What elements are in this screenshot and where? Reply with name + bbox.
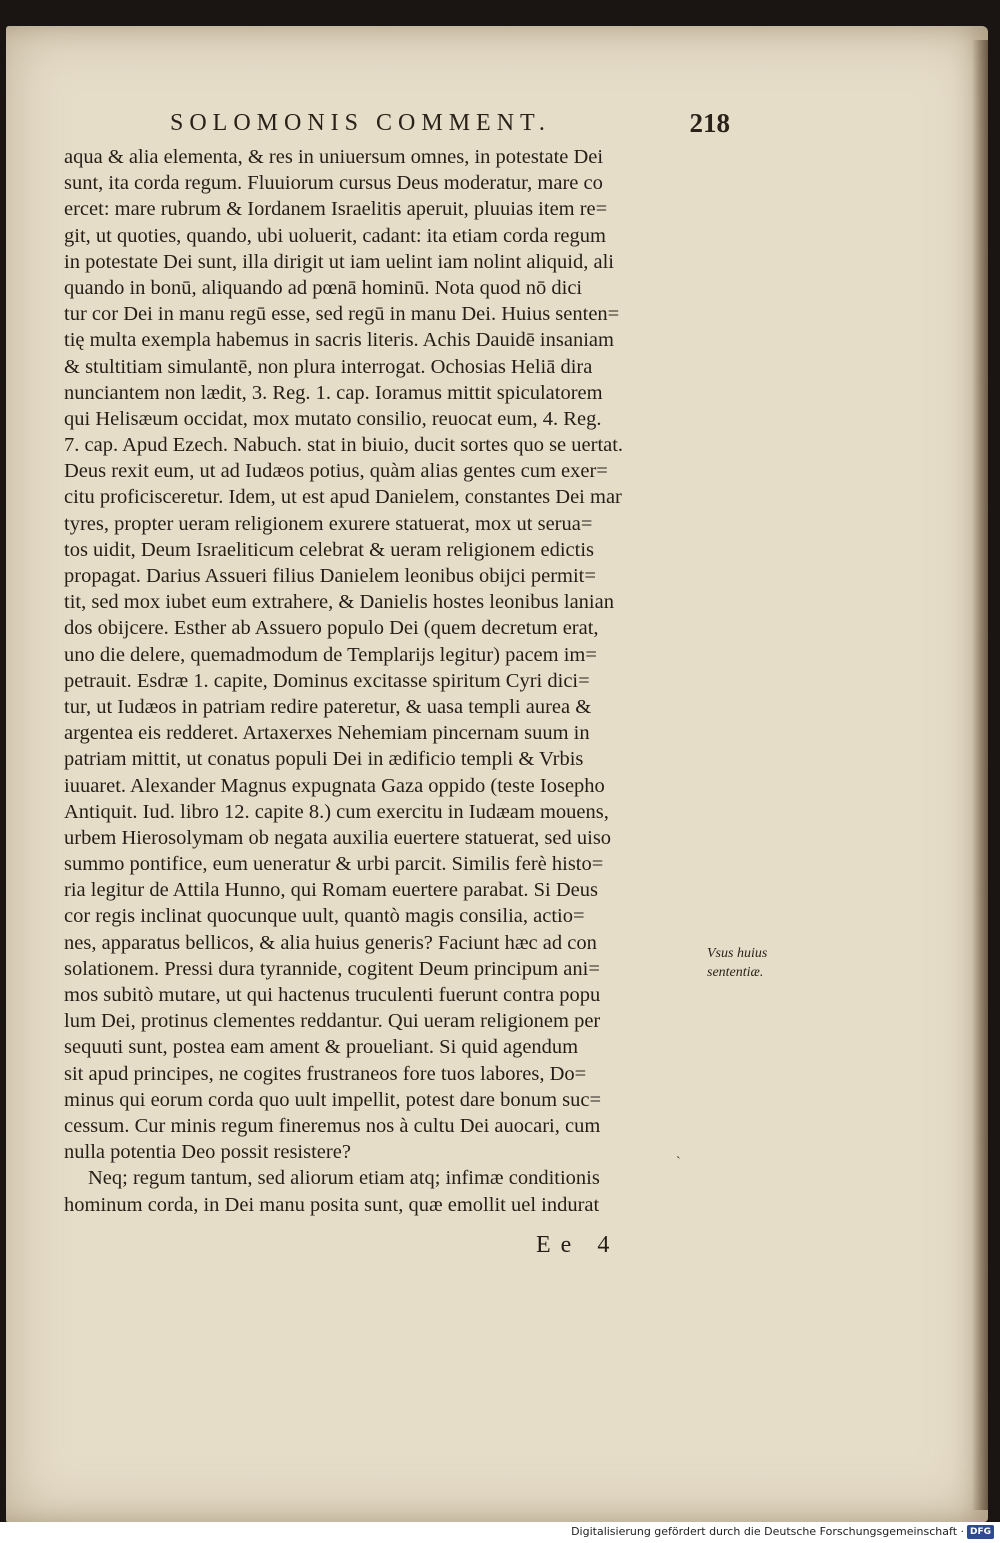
text-line: summo pontifice, eum ueneratur & urbi parcit. Similis ferè histo= — [64, 853, 604, 876]
text-line: Antiquit. Iud. libro 12. capite 8.) cum exercitu in Iudæam mouens, — [64, 800, 609, 823]
text-line: hominum corda, in Dei manu posita sunt, quæ emollit uel indurat — [64, 1193, 600, 1216]
signature-mark: Ee 4 — [536, 1232, 620, 1258]
text-line: solationem. Pressi dura tyrannide, cogitent Deum principum ani= — [64, 957, 600, 980]
marginal-note-line-2: sententiæ. — [707, 965, 764, 980]
text-line: tos uidit, Deum Israeliticum celebrat & ueram religionem edictis — [64, 538, 594, 561]
text-line: qui Helisæum occidat, mox mutato consilio, reuocat eum, 4. Reg. — [64, 407, 602, 430]
text-line: in potestate Dei sunt, illa dirigit ut iam uelint iam nolint aliquid, ali — [64, 250, 614, 273]
text-line: cor regis inclinat quocunque uult, quantò magis consilia, actio= — [64, 905, 585, 928]
text-line: 7. cap. Apud Ezech. Nabuch. stat in biuio, ducit sortes quo se uertat. — [64, 434, 624, 457]
text-line: git, ut quoties, quando, ubi uoluerit, cadant: ita etiam corda regum — [64, 224, 606, 247]
text-line: cessum. Cur minis regum fineremus nos à cultu Dei auocari, cum — [64, 1114, 601, 1137]
dfg-logo-icon: DFG — [967, 1525, 994, 1539]
text-line: sit apud principes, ne cogites frustraneos fore tuos labores, Do= — [64, 1062, 587, 1085]
text-line: ercet: mare rubrum & Iordanem Israelitis aperuit, pluuias item re= — [64, 198, 608, 221]
marginal-note-line-1: Vsus huius — [707, 946, 768, 961]
text-line: propagat. Darius Assueri filius Danielem leonibus obijci permit= — [64, 565, 596, 587]
text-line: tur, ut Iudæos in patriam redire pateretur, & uasa templi aurea & — [64, 695, 592, 718]
text-line: nunciantem non lædit, 3. Reg. 1. cap. Ioramus mittit spiculatorem — [64, 381, 603, 404]
running-title: SOLOMONIS COMMENT. — [170, 110, 551, 136]
text-line: Neq; regum tantum, sed aliorum etiam atq; infimæ conditionis — [88, 1167, 600, 1190]
text-line: ria legitur de Attila Hunno, qui Romam euertere parabat. Si Deus — [64, 879, 598, 902]
marginal-note — [707, 944, 797, 982]
footer-bar — [0, 1522, 1000, 1543]
page-edge-shadow — [972, 40, 988, 1510]
text-line: sequuti sunt, postea eam ament & proueliant. Si quid agendum — [64, 1036, 579, 1059]
text-line: nulla potentia Deo possit resistere? — [64, 1141, 351, 1164]
text-line: argentea eis redderet. Artaxerxes Nehemiam pincernam suum in — [64, 722, 590, 745]
text-line: tit, sed mox iubet eum extrahere, & Danielis hostes leonibus lanian — [64, 591, 614, 614]
text-line: petrauit. Esdræ 1. capite, Dominus excitasse spiritum Cyri dici= — [64, 669, 590, 692]
text-line: iuuaret. Alexander Magnus expugnata Gaza oppido (teste Iosepho — [64, 774, 605, 797]
text-line: mos subitò mutare, ut qui hactenus truculenti fuerunt contra popu — [64, 984, 601, 1006]
text-line: aqua & alia elementa, & res in uniuersum omnes, in potestate Dei — [64, 146, 604, 168]
body-text — [64, 144, 704, 1218]
text-line: patriam mittit, ut conatus populi Dei in ædificio templi & Vrbis — [64, 748, 584, 771]
text-line: lum Dei, protinus clementes reddantur. Qui ueram religionem per — [64, 1010, 601, 1033]
text-line: urbem Hierosolymam ob negata auxilia euertere statuerat, sed uiso — [64, 826, 612, 849]
page-header — [170, 110, 730, 146]
text-line: tyres, propter ueram religionem exurere statuerat, mox ut serua= — [64, 512, 593, 535]
stray-mark: ˋ — [676, 1155, 681, 1170]
text-line: sunt, ita corda regum. Fluuiorum cursus Deus moderatur, mare co — [64, 172, 603, 195]
text-line: quando in bonū, aliquando ad pœnā hominū. Nota quod nō dici — [64, 276, 583, 299]
text-line: Deus rexit eum, ut ad Iudæos potius, quàm alias gentes cum exer= — [64, 460, 608, 483]
text-line: citu proficisceretur. Idem, ut est apud Danielem, constantes Dei mar — [64, 486, 622, 509]
text-line: nes, apparatus bellicos, & alia huius generis? Faciunt hæc ad con — [64, 931, 597, 954]
text-line: minus qui eorum corda quo uult impellit, potest dare bonum suc= — [64, 1088, 602, 1111]
footer-credit: Digitalisierung gefördert durch die Deutsche Forschungsgemeinschaft · — [571, 1525, 964, 1538]
text-line: tur cor Dei in manu regū esse, sed regū in manu Dei. Huius senten= — [64, 303, 620, 326]
text-line: tię multa exempla habemus in sacris literis. Achis Dauidē insaniam — [64, 329, 614, 352]
text-line: uno die delere, quemadmodum de Templarijs legitur) pacem im= — [64, 643, 597, 666]
page-number: 218 — [689, 108, 730, 138]
text-line: & stultitiam simulantē, non plura interrogat. Ochosias Heliā dira — [64, 355, 593, 378]
text-line: dos obijcere. Esther ab Assuero populo Dei (quem decretum erat, — [64, 617, 599, 640]
